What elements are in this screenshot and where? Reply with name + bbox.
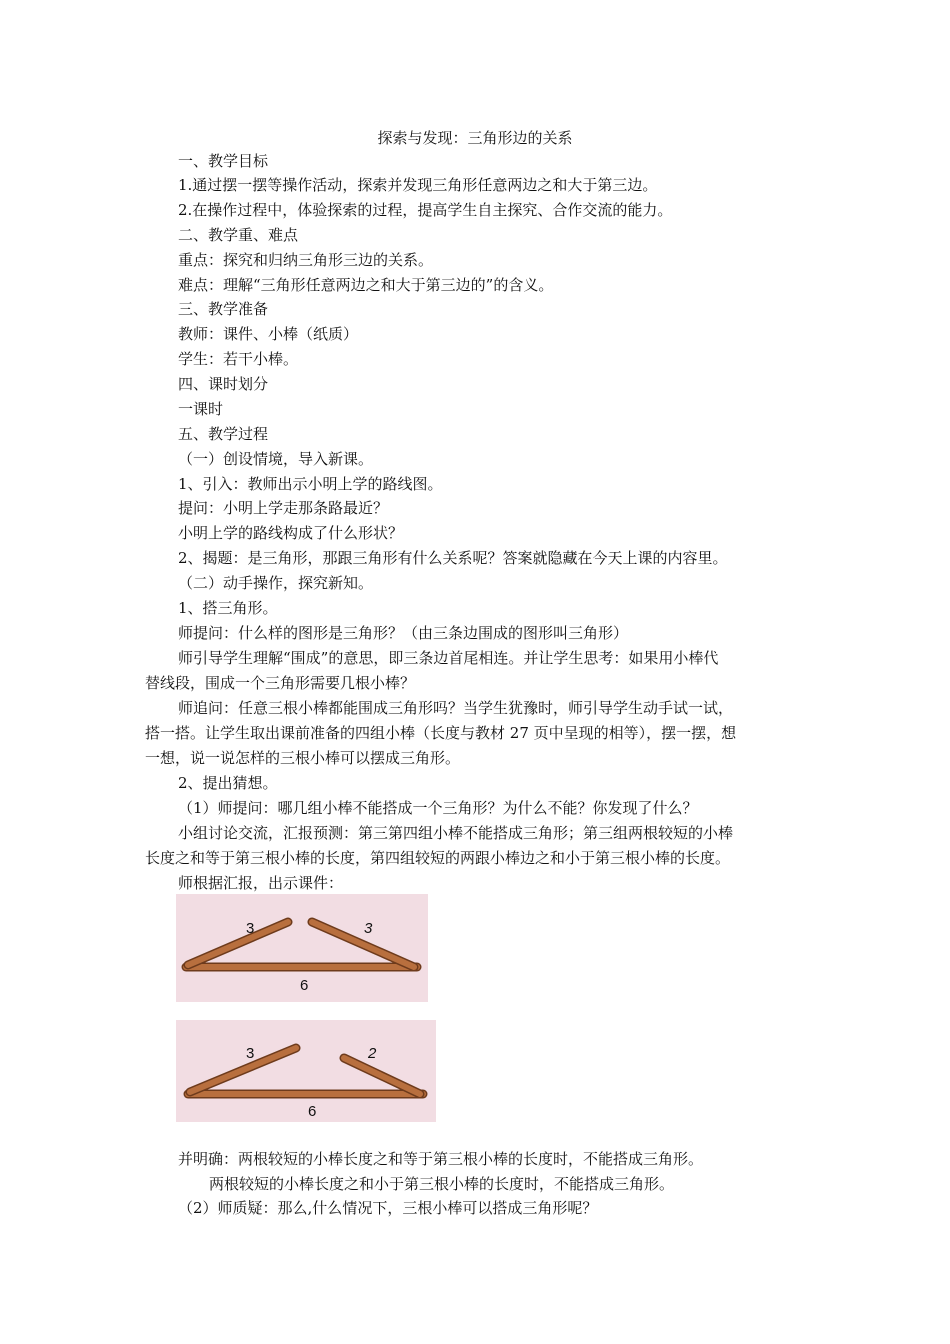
objective-1: 1.通过摆一摆等操作活动，探索并发现三角形任意两边之和大于第三边。 [178,176,658,194]
discussion-line-2: 长度之和等于第三根小棒的长度，第四组较短的两跟小棒边之和小于第三根小棒的长度。 [145,849,731,867]
label-right-length: 3 [364,920,373,937]
follow-up-line-1: 师追问：任意三根小棒都能围成三角形吗？当学生犹豫时，师引导学生动手试一试， [178,699,734,717]
document-title: 探索与发现：三角形边的关系 [377,129,573,147]
teacher-question: 师提问：什么样的图形是三角形？（由三条边围成的图形叫三角形） [178,624,629,642]
figure-1-svg [176,894,428,1002]
question-1: 提问：小明上学走那条路最近？ [178,499,389,517]
guide-line-2: 替线段，围成一个三角形需要几根小棒？ [145,674,416,692]
section-1: （一）创设情境，导入新课。 [178,450,374,468]
heading-process: 五、教学过程 [178,425,269,443]
student-prep: 学生：若干小棒。 [178,350,299,368]
step-build: 1、搭三角形。 [178,599,278,617]
discussion-line-1: 小组讨论交流，汇报预测：第三第四组小棒不能搭成三角形；第三组两根较短的小棒 [178,824,734,842]
question-2: 小明上学的路线构成了什么形状？ [178,524,404,542]
stick-left-fill [190,1048,296,1092]
label-right-length: 2 [368,1045,377,1062]
follow-up-line-3: 一想，说一说怎样的三根小棒可以摆成三角形。 [145,749,461,767]
figure-sticks-3-2-6 [176,1020,436,1122]
objective-2: 2.在操作过程中，体验探索的过程，提高学生自主探究、合作交流的能力。 [178,201,673,219]
teacher-question-2: （1）师提问：哪几组小棒不能搭成一个三角形？为什么不能？你发现了什么？ [178,799,698,817]
guide-line-1: 师引导学生理解“围成”的意思，即三条边首尾相连。并让学生思考：如果用小棒代 [178,649,719,667]
stick-right-fill [344,1058,420,1094]
key-point: 重点：探究和归纳三角形三边的关系。 [178,251,434,269]
step-guess: 2、提出猜想。 [178,774,278,792]
heading-key-points: 二、教学重、难点 [178,226,299,244]
figure-2-svg [176,1020,436,1122]
step-topic: 2、揭题：是三角形，那跟三角形有什么关系呢？答案就隐藏在今天上课的内容里。 [178,549,728,567]
difficult-point: 难点：理解“三角形任意两边之和大于第三边的”的含义。 [178,276,554,294]
schedule: 一课时 [178,400,224,418]
label-base-length: 6 [300,977,309,994]
label-base-length: 6 [308,1103,317,1120]
label-left-length: 3 [246,920,255,937]
teacher-prep: 教师：课件、小棒（纸质） [178,325,359,343]
stick-left-fill [188,922,288,965]
show-courseware: 师根据汇报，出示课件： [178,874,344,892]
teacher-doubt: （2）师质疑：那么,什么情况下，三根小棒可以搭成三角形呢？ [178,1199,598,1217]
figure-sticks-3-3-6 [176,894,428,1002]
heading-schedule: 四、课时划分 [178,375,269,393]
label-left-length: 3 [246,1045,255,1062]
conclusion-2: 两根较短的小棒长度之和小于第三根小棒的长度时，不能搭成三角形。 [209,1175,675,1193]
stick-right-fill [312,922,414,967]
heading-objectives: 一、教学目标 [178,152,269,170]
section-2: （二）动手操作，探究新知。 [178,574,374,592]
step-intro: 1、引入：教师出示小明上学的路线图。 [178,475,443,493]
follow-up-line-2: 搭一搭。让学生取出课前准备的四组小棒（长度与教材 27 页中呈现的相等），摆一摆，想 [145,724,737,742]
heading-preparation: 三、教学准备 [178,300,269,318]
conclusion-1: 并明确：两根较短的小棒长度之和等于第三根小棒的长度时，不能搭成三角形。 [178,1150,704,1168]
